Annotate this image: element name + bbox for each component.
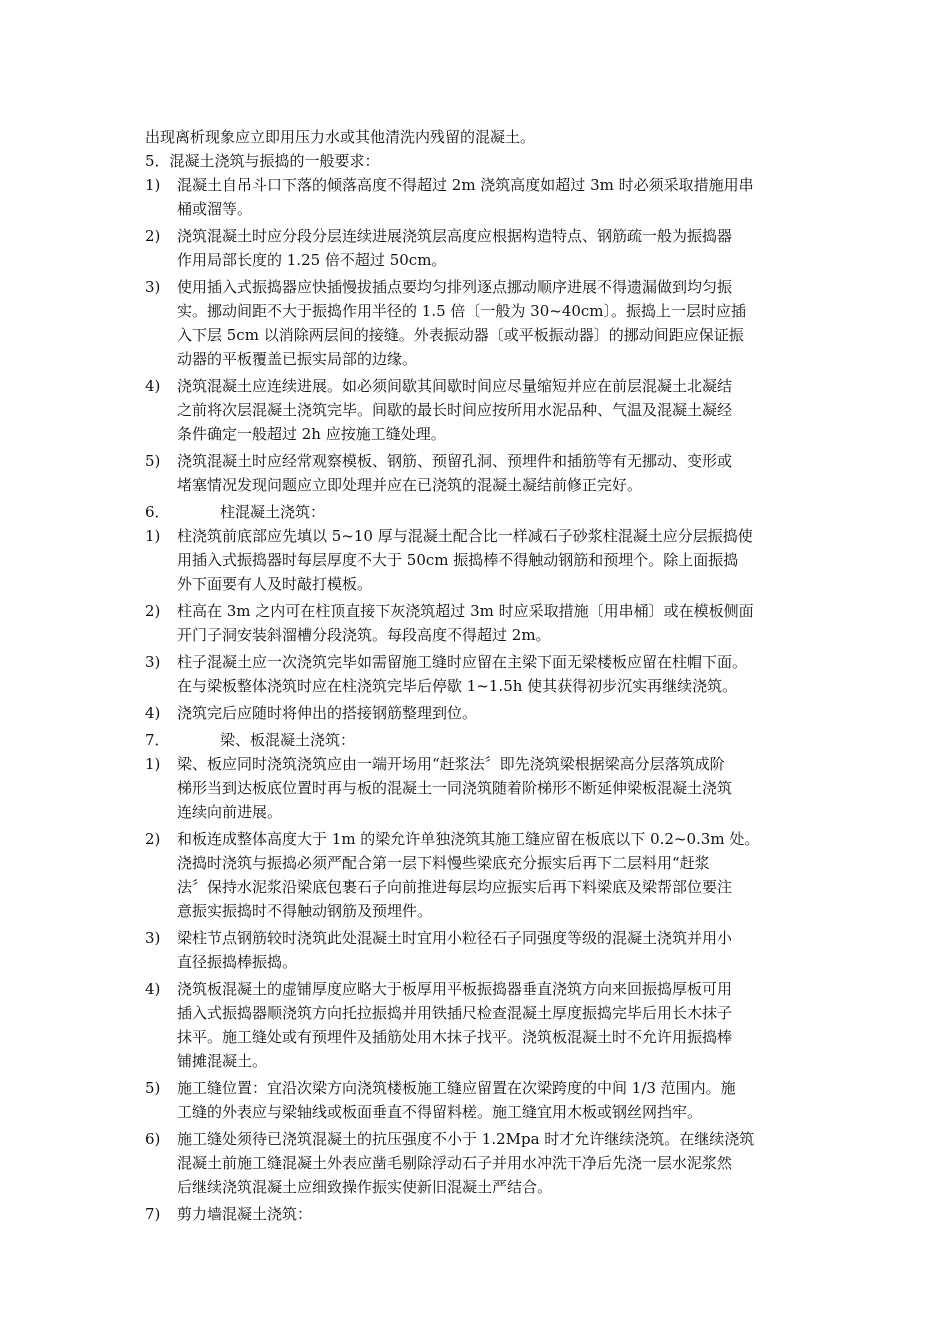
list-item bbox=[145, 1076, 825, 1124]
text-line: 浇筑混凝土应连续进展。如必须间歇其间歇时间应尽量缩短并应在前层混凝土北凝结 bbox=[177, 377, 733, 395]
text-line: 直径振捣棒振捣。 bbox=[177, 953, 298, 971]
text-line: 桶或溜等。 bbox=[177, 200, 253, 218]
list-item-number: 2) bbox=[145, 602, 161, 620]
list-item bbox=[145, 977, 825, 1073]
list-item-text bbox=[177, 752, 825, 824]
list-item-text bbox=[177, 827, 825, 923]
list-item-number: 5) bbox=[145, 1079, 161, 1097]
text-line: 剪力墙混凝土浇筑： bbox=[177, 1205, 313, 1223]
section-6-list bbox=[145, 524, 825, 728]
list-item-text bbox=[177, 275, 825, 371]
list-item bbox=[145, 275, 825, 371]
text-line: 梁、板应同时浇筑浇筑应由一端开场用“赶浆法〞即先浇筑梁根据梁高分层落筑成阶 bbox=[177, 755, 725, 773]
list-item-text bbox=[177, 173, 825, 221]
text-line: 实。挪动间距不大于振捣作用半径的 1.5 倍〔一般为 30~40cm〕。振捣上一层时应插 bbox=[177, 302, 747, 320]
list-item-number: 3) bbox=[145, 278, 161, 296]
text-line: 工缝的外表应与梁轴线或板面垂直不得留料槎。施工缝宜用木板或钢丝网挡牢。 bbox=[177, 1103, 703, 1121]
text-line: 抹平。施工缝处或有预埋件及插筋处用木抹子找平。浇筑板混凝土时不允许用振捣棒 bbox=[177, 1028, 733, 1046]
list-item bbox=[145, 599, 825, 647]
text-line: 浇筑混凝土时应分段分层连续进展浇筑层高度应根据构造特点、钢筋疏一般为振捣器 bbox=[177, 227, 733, 245]
text-line: 在与梁板整体浇筑时应在柱浇筑完毕后停歇 1~1.5h 使其获得初步沉实再继续浇筑。 bbox=[177, 677, 738, 695]
text-line: 柱浇筑前底部应先填以 5~10 厚与混凝土配合比一样减石子砂浆柱混凝土应分层振捣使 bbox=[177, 527, 753, 545]
text-line: 浇筑板混凝土的虚铺厚度应略大于板厚用平板振捣器垂直浇筑方向来回振捣厚板可用 bbox=[177, 980, 733, 998]
list-item bbox=[145, 173, 825, 221]
list-item bbox=[145, 827, 825, 923]
list-item-text bbox=[177, 650, 825, 698]
list-item-text bbox=[177, 1202, 825, 1226]
section-5-list bbox=[145, 173, 825, 500]
list-item-number: 7) bbox=[145, 1205, 161, 1223]
list-item bbox=[145, 224, 825, 272]
list-item-number: 4) bbox=[145, 980, 161, 998]
list-item-text bbox=[177, 374, 825, 446]
text-line: 外下面要有人及时敲打模板。 bbox=[177, 575, 373, 593]
section-7-list bbox=[145, 752, 825, 1229]
text-line: 混凝土自吊斗口下落的倾落高度不得超过 2m 浇筑高度如超过 3m 时必须采取措施用串 bbox=[177, 176, 754, 194]
text-line: 柱子混凝土应一次浇筑完毕如需留施工缝时应留在主梁下面无梁楼板应留在柱帽下面。 bbox=[177, 653, 748, 671]
list-item-text bbox=[177, 977, 825, 1073]
list-item-number: 3) bbox=[145, 929, 161, 947]
list-item-number: 4) bbox=[145, 377, 161, 395]
text-line: 入下层 5cm 以消除两层间的接缝。外表振动器〔或平板振动器〕的挪动间距应保证振 bbox=[177, 326, 744, 344]
text-line: 施工缝位置：宜沿次梁方向浇筑楼板施工缝应留置在次梁跨度的中间 1/3 范围内。施 bbox=[177, 1079, 736, 1097]
section-7-title: 梁、板混凝土浇筑： bbox=[220, 731, 356, 749]
list-item-number: 2) bbox=[145, 830, 161, 848]
list-item-number: 1) bbox=[145, 527, 161, 545]
text-line: 连续向前进展。 bbox=[177, 803, 283, 821]
text-line: 动器的平板覆盖已振实局部的边缘。 bbox=[177, 350, 418, 368]
list-item-number: 2) bbox=[145, 227, 161, 245]
list-item-number: 1) bbox=[145, 176, 161, 194]
list-item-text bbox=[177, 599, 825, 647]
text-line: 和板连成整体高度大于 1m 的梁允许单独浇筑其施工缝应留在板底以下 0.2~0.3m 处。 bbox=[177, 830, 760, 848]
text-line: 梯形当到达板底位置时再与板的混凝土一同浇筑随着阶梯形不断延伸梁板混凝土浇筑 bbox=[177, 779, 733, 797]
intro-line: 出现离析现象应立即用压力水或其他清洗内残留的混凝土。 bbox=[145, 128, 536, 146]
text-line: 意振实振捣时不得触动钢筋及预埋件。 bbox=[177, 902, 433, 920]
text-line: 混凝土前施工缝混凝土外表应凿毛剔除浮动石子并用水冲洗干净后先浇一层水泥浆然 bbox=[177, 1154, 733, 1172]
text-line: 之前将次层混凝土浇筑完毕。间歇的最长时间应按所用水泥品种、气温及混凝土凝经 bbox=[177, 401, 733, 419]
section-7-heading bbox=[145, 728, 825, 752]
list-item bbox=[145, 650, 825, 698]
section-7-number: 7． bbox=[145, 731, 170, 749]
list-item bbox=[145, 926, 825, 974]
list-item-number: 5) bbox=[145, 452, 161, 470]
section-6-title: 柱混凝土浇筑： bbox=[220, 503, 326, 521]
text-line: 用插入式振捣器时每层厚度不大于 50cm 振捣棒不得触动钢筋和预埋个。除上面振捣 bbox=[177, 551, 739, 569]
text-line: 作用局部长度的 1.25 倍不超过 50cm。 bbox=[177, 251, 447, 269]
section-6-heading bbox=[145, 500, 825, 524]
list-item bbox=[145, 1202, 825, 1226]
text-line: 浇筑完后应随时将伸出的搭接钢筋整理到位。 bbox=[177, 704, 478, 722]
list-item-text bbox=[177, 524, 825, 596]
list-item bbox=[145, 374, 825, 446]
list-item-number: 4) bbox=[145, 704, 161, 722]
list-item-text bbox=[177, 1076, 825, 1124]
text-line: 后继续浇筑混凝土应细致操作振实使新旧混凝土严结合。 bbox=[177, 1178, 553, 1196]
text-line: 梁柱节点钢筋较时浇筑此处混凝土时宜用小粒径石子同强度等级的混凝土浇筑并用小 bbox=[177, 929, 733, 947]
list-item-number: 1) bbox=[145, 755, 161, 773]
list-item bbox=[145, 752, 825, 824]
text-line: 插入式振捣器顺浇筑方向托拉振捣并用铁插尺检查混凝土厚度振捣完毕后用长木抹子 bbox=[177, 1004, 733, 1022]
list-item-text bbox=[177, 449, 825, 497]
list-item-text bbox=[177, 224, 825, 272]
document-body bbox=[145, 125, 825, 1229]
text-line: 开门子洞安装斜溜槽分段浇筑。每段高度不得超过 2m。 bbox=[177, 626, 551, 644]
list-item-text bbox=[177, 701, 825, 725]
list-item bbox=[145, 1127, 825, 1199]
text-line: 法〞保持水泥浆沿梁底包裹石子向前推进每层均应振实后再下料梁底及梁帮部位要注 bbox=[177, 878, 733, 896]
text-line: 堵塞情况发现问题应立即处理并应在已浇筑的混凝土凝结前修正完好。 bbox=[177, 476, 643, 494]
list-item bbox=[145, 524, 825, 596]
text-line: 浇捣时浇筑与振捣必须严配合第一层下料慢些梁底充分振实后再下二层料用“赶浆 bbox=[177, 854, 710, 872]
list-item-text bbox=[177, 926, 825, 974]
list-item bbox=[145, 449, 825, 497]
list-item-number: 3) bbox=[145, 653, 161, 671]
list-item bbox=[145, 701, 825, 725]
text-line: 柱高在 3m 之内可在柱顶直接下灰浇筑超过 3m 时应采取措施〔用串桶〕或在模板侧面 bbox=[177, 602, 754, 620]
text-line: 使用插入式振捣器应快插慢拔插点要均匀排列逐点挪动顺序进展不得遗漏做到均匀振 bbox=[177, 278, 733, 296]
text-line: 浇筑混凝土时应经常观察模板、钢筋、预留孔洞、预埋件和插筋等有无挪动、变形或 bbox=[177, 452, 733, 470]
section-6-number: 6． bbox=[145, 503, 170, 521]
section-5-heading: 5．混凝土浇筑与振捣的一般要求： bbox=[145, 152, 380, 170]
list-item-text bbox=[177, 1127, 825, 1199]
list-item-number: 6) bbox=[145, 1130, 161, 1148]
text-line: 铺摊混凝土。 bbox=[177, 1052, 268, 1070]
text-line: 施工缝处须待已浇筑混凝土的抗压强度不小于 1.2Mpa 时才允许继续浇筑。在继续浇筑 bbox=[177, 1130, 755, 1148]
text-line: 条件确定一般超过 2h 应按施工缝处理。 bbox=[177, 425, 446, 443]
